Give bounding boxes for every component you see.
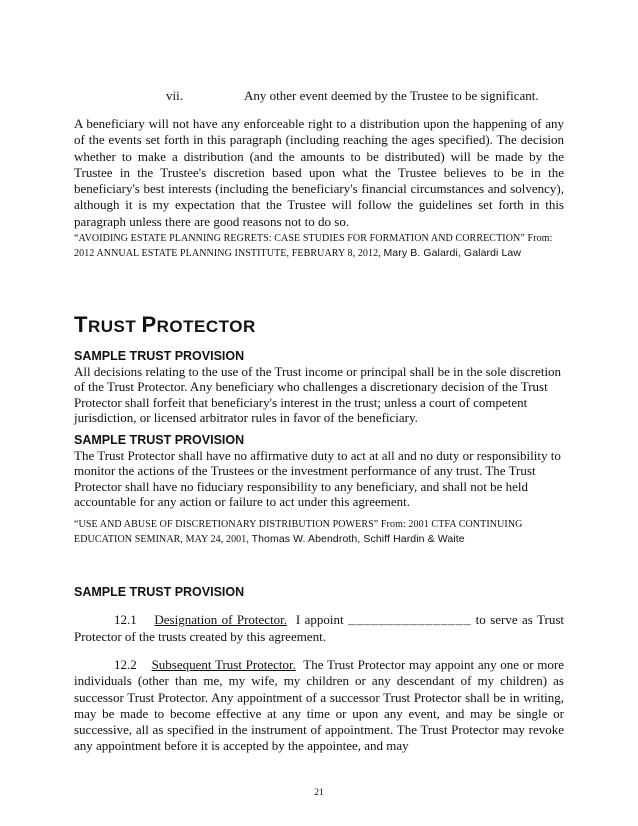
clause-number: 12.1 xyxy=(114,612,137,627)
clause-lead-text: I appoint xyxy=(295,612,344,627)
clause-number: 12.2 xyxy=(114,657,137,672)
provision-title: SAMPLE TRUST PROVISION xyxy=(74,433,245,447)
provision-block xyxy=(74,349,564,426)
clause-12-2 xyxy=(74,657,564,755)
clause-heading: Subsequent Trust Protector. xyxy=(151,657,296,672)
clause-heading: Designation of Protector. xyxy=(154,612,288,627)
provision-block xyxy=(74,585,564,599)
citation xyxy=(74,232,564,261)
list-item-number: vii. xyxy=(166,88,183,103)
protector-name-blank: ________________ xyxy=(348,614,472,628)
clause-text xyxy=(74,612,564,646)
citation-text: “AVOIDING ESTATE PLANNING REGRETS: CASE STUDIES FOR FORMATION AND CORRECTION” From: 2012 ANNUAL ESTATE PLANNING INSTITUTE, FEBRUARY 8, 2012, xyxy=(74,233,553,259)
clause-body: The Trust Protector may appoint any one or more individuals (other than me, my wife, my children or any descendant of my children) as successor Trust Protector. Any appointment of a successor Trust Protector shall be in writing, may be made to become effective at any time or upon any event, and may be single or successive, all as specified in the instrument of appointment. The Trust Protector may revoke any appointment before it is accepted by the appointee, and may xyxy=(74,657,565,754)
provision-text: All decisions relating to the use of the Trust income or principal shall be in the sole discretion of the Trust Protector. Any beneficiary who challenges a discretionary decision of the Trust Protector shall forfeit that beneficiary's interest in the trust; unless a court of competent jurisdiction, or licensed arbitrator rules in favor of the beneficiary. xyxy=(74,364,562,426)
provision-title: SAMPLE TRUST PROVISION xyxy=(74,585,245,599)
clause-12-1 xyxy=(74,612,564,646)
provision-title: SAMPLE TRUST PROVISION xyxy=(74,349,245,363)
section-heading xyxy=(74,312,256,338)
body-paragraph: A beneficiary will not have any enforceable right to a distribution upon the happening of any of the events set forth in this paragraph (including reaching the ages specified). The decision whether to make a distribution (and the amounts to be distributed) will be made by the Trustee in the Trustee's discretion based upon what the Trustee believes to be in the beneficiary's best interests (including the beneficiary's financial circumstances and solvency), although it is my expectation that the Trustee will follow the guidelines set forth in this paragraph unless there are good reasons not to do so. xyxy=(74,116,564,229)
citation-block xyxy=(74,232,564,261)
page-number: 21 xyxy=(314,788,324,798)
citation-text: “USE AND ABUSE OF DISCRETIONARY DISTRIBUTION POWERS” From: 2001 CTFA CONTINUING EDUCATION SEMINAR, MAY 24, 2001, xyxy=(74,519,523,545)
list-item-text: Any other event deemed by the Trustee to be significant. xyxy=(244,88,539,103)
heading-rest-p: ROTECTOR xyxy=(156,317,256,336)
heading-initial-p: P xyxy=(141,312,157,337)
provision-text: The Trust Protector shall have no affirmative duty to act at all and no duty or responsibility to monitor the actions of the Trustees or the investment performance of any trust. The Trust Protector shall have no fiduciary responsibility to any beneficiary, and shall not be held accountable for any action or failure to act under this agreement. xyxy=(74,448,561,510)
citation xyxy=(74,518,564,547)
heading-rest-t: RUST xyxy=(87,317,142,336)
provision-block xyxy=(74,433,564,510)
clause-trail-text: to serve as Trust Protector of the trusts created by this agreement. xyxy=(74,612,565,645)
heading-initial-t: T xyxy=(74,312,88,337)
citation-block xyxy=(74,518,564,547)
citation-author: Mary B. Galardi, Galardi Law xyxy=(383,247,522,259)
clause-text xyxy=(74,657,564,755)
body-paragraph-block xyxy=(74,116,564,230)
citation-author: Thomas W. Abendroth, Schiff Hardin & Waite xyxy=(251,533,465,545)
